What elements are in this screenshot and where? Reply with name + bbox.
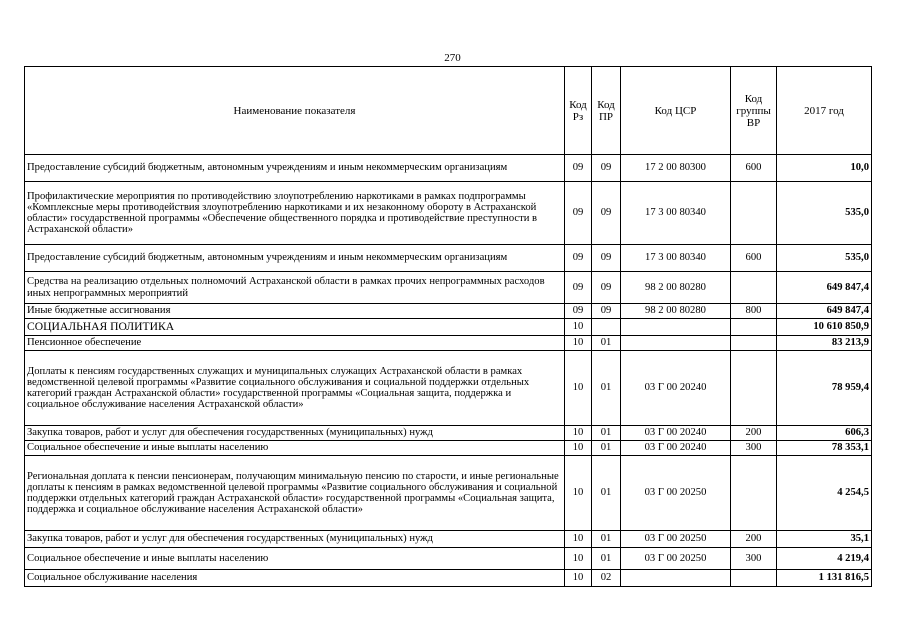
table-row	[25, 304, 872, 319]
table-row	[25, 272, 872, 304]
row-vr	[731, 351, 777, 426]
table-row	[25, 426, 872, 441]
row-name: Средства на реализацию отдельных полномочий Астраханской области в рамках прочих непрограммных расходов иных непрограммных мероприятий	[25, 272, 565, 304]
row-vr	[731, 272, 777, 304]
budget-table	[24, 66, 872, 587]
row-pr: 01	[592, 351, 621, 426]
row-csr: 03 Г 00 20250	[621, 531, 731, 548]
row-csr: 03 Г 00 20240	[621, 351, 731, 426]
row-csr: 98 2 00 80280	[621, 272, 731, 304]
row-rz: 09	[565, 155, 592, 182]
table-row	[25, 351, 872, 426]
row-rz: 10	[565, 351, 592, 426]
table-row	[25, 336, 872, 351]
row-pr: 01	[592, 456, 621, 531]
row-vr	[731, 336, 777, 351]
row-rz: 10	[565, 441, 592, 456]
row-name: Региональная доплата к пенсии пенсионерам, получающим минимальную пенсию по старости, и иные региональные доплаты к пенсиям в рамках ведомственной целевой программы «Развитие социального обслуживания и социальной поддержки отдельных категорий граждан Астраханской области» государственной программы «Социальная защита, поддержка и социальное обслуживание населения Астраханской области»	[25, 456, 565, 531]
row-csr: 17 2 00 80300	[621, 155, 731, 182]
row-amount: 649 847,4	[777, 272, 872, 304]
row-amount: 606,3	[777, 426, 872, 441]
header-vr: Код группы ВР	[731, 67, 777, 155]
row-amount: 78 353,1	[777, 441, 872, 456]
row-rz: 09	[565, 182, 592, 245]
row-name: Иные бюджетные ассигнования	[25, 304, 565, 319]
row-name: Доплаты к пенсиям государственных служащих и муниципальных служащих Астраханской области в рамках ведомственной целевой программы «Развитие социального обслуживания и социальной поддержки отдельных категорий граждан Астраханской области» государственной программы «Социальная защита, поддержка и социальное обслуживание населения Астраханской области»	[25, 351, 565, 426]
row-pr: 01	[592, 548, 621, 570]
row-vr: 600	[731, 245, 777, 272]
table-row	[25, 548, 872, 570]
row-rz: 10	[565, 570, 592, 587]
row-csr	[621, 570, 731, 587]
row-csr	[621, 319, 731, 336]
page-number: 270	[444, 52, 461, 64]
row-amount: 78 959,4	[777, 351, 872, 426]
row-vr	[731, 456, 777, 531]
row-amount: 649 847,4	[777, 304, 872, 319]
table-row	[25, 155, 872, 182]
table-row	[25, 182, 872, 245]
header-csr: Код ЦСР	[621, 67, 731, 155]
row-name: Пенсионное обеспечение	[25, 336, 565, 351]
row-name: Социальное обеспечение и иные выплаты населению	[25, 441, 565, 456]
row-vr	[731, 319, 777, 336]
row-pr: 02	[592, 570, 621, 587]
row-vr: 600	[731, 155, 777, 182]
row-rz: 10	[565, 319, 592, 336]
table-header	[25, 67, 872, 155]
header-name: Наименование показателя	[25, 67, 565, 155]
row-amount: 10 610 850,9	[777, 319, 872, 336]
row-rz: 10	[565, 336, 592, 351]
row-vr: 200	[731, 426, 777, 441]
row-amount: 535,0	[777, 182, 872, 245]
row-rz: 10	[565, 548, 592, 570]
row-pr: 01	[592, 336, 621, 351]
row-pr: 09	[592, 245, 621, 272]
row-pr: 09	[592, 155, 621, 182]
row-name: Профилактические мероприятия по противодействию злоупотреблению наркотиками в рамках подпрограммы «Комплексные меры противодействия злоупотреблению наркотиками и их незаконному обороту в Астраханской области» государственной программы «Обеспечение общественного порядка и противодействие преступности в Астраханской области»	[25, 182, 565, 245]
row-csr: 03 Г 00 20250	[621, 548, 731, 570]
row-csr: 03 Г 00 20240	[621, 426, 731, 441]
row-name: Предоставление субсидий бюджетным, автономным учреждениям и иным некоммерческим организациям	[25, 155, 565, 182]
row-pr: 09	[592, 272, 621, 304]
table-row	[25, 245, 872, 272]
row-csr	[621, 336, 731, 351]
table-body	[25, 155, 872, 587]
row-amount: 10,0	[777, 155, 872, 182]
row-amount: 4 254,5	[777, 456, 872, 531]
row-pr	[592, 319, 621, 336]
row-name: СОЦИАЛЬНАЯ ПОЛИТИКА	[25, 319, 565, 336]
row-name: Предоставление субсидий бюджетным, автономным учреждениям и иным некоммерческим организациям	[25, 245, 565, 272]
row-vr: 300	[731, 548, 777, 570]
row-vr	[731, 182, 777, 245]
table-row	[25, 570, 872, 587]
table-row	[25, 319, 872, 336]
row-amount: 535,0	[777, 245, 872, 272]
row-pr: 09	[592, 182, 621, 245]
row-rz: 10	[565, 426, 592, 441]
row-csr: 17 3 00 80340	[621, 245, 731, 272]
row-amount: 1 131 816,5	[777, 570, 872, 587]
row-pr: 01	[592, 531, 621, 548]
row-name: Социальное обеспечение и иные выплаты населению	[25, 548, 565, 570]
row-rz: 09	[565, 304, 592, 319]
row-csr: 03 Г 00 20240	[621, 441, 731, 456]
row-rz: 10	[565, 456, 592, 531]
row-vr	[731, 570, 777, 587]
row-name: Закупка товаров, работ и услуг для обеспечения государственных (муниципальных) нужд	[25, 531, 565, 548]
row-amount: 35,1	[777, 531, 872, 548]
table-row	[25, 456, 872, 531]
row-rz: 09	[565, 245, 592, 272]
row-pr: 01	[592, 441, 621, 456]
row-name: Социальное обслуживание населения	[25, 570, 565, 587]
row-amount: 83 213,9	[777, 336, 872, 351]
row-csr: 17 3 00 80340	[621, 182, 731, 245]
row-name: Закупка товаров, работ и услуг для обеспечения государственных (муниципальных) нужд	[25, 426, 565, 441]
row-amount: 4 219,4	[777, 548, 872, 570]
row-vr: 200	[731, 531, 777, 548]
row-pr: 09	[592, 304, 621, 319]
row-vr: 300	[731, 441, 777, 456]
header-rz: Код Рз	[565, 67, 592, 155]
table-row	[25, 531, 872, 548]
row-rz: 10	[565, 531, 592, 548]
row-pr: 01	[592, 426, 621, 441]
row-vr: 800	[731, 304, 777, 319]
header-year: 2017 год	[777, 67, 872, 155]
row-csr: 03 Г 00 20250	[621, 456, 731, 531]
row-csr: 98 2 00 80280	[621, 304, 731, 319]
table-row	[25, 441, 872, 456]
header-pr: Код ПР	[592, 67, 621, 155]
row-rz: 09	[565, 272, 592, 304]
